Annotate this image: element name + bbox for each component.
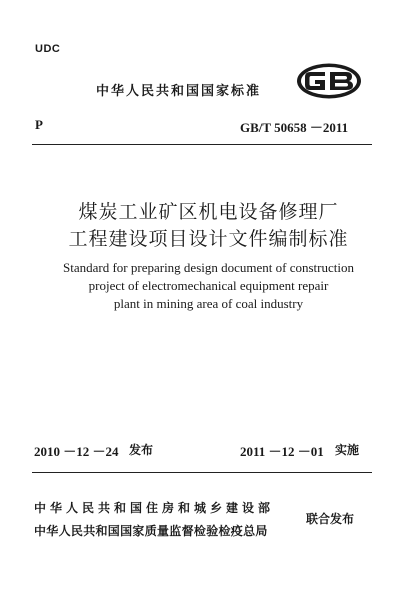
standard-number: GB/T 50658 －2011 <box>240 120 349 135</box>
issue-label: 发布 <box>129 443 154 457</box>
udc-label: UDC <box>35 43 61 55</box>
gb-logo <box>296 62 362 100</box>
title-english-line-2: project of electromechanical equipment repair <box>88 278 329 293</box>
national-standard-heading: 中华人民共和国国家标准 <box>96 84 262 99</box>
issuer-quality-administration: 中华人民共和国国家质量监督检验检疫总局 <box>34 524 268 538</box>
classification-code: P <box>35 117 43 132</box>
footer-divider <box>32 472 372 473</box>
header-divider <box>32 144 372 145</box>
title-chinese-line-1: 煤炭工业矿区机电设备修理厂 <box>78 201 339 223</box>
title-english-line-1: Standard for preparing design document of construction <box>63 260 354 275</box>
issue-date: 2010 －12 －24 <box>34 444 119 459</box>
title-chinese-line-2: 工程建设项目设计文件编制标准 <box>68 228 349 250</box>
implementation-date: 2011 －12 －01 <box>240 444 324 459</box>
joint-issue-label: 联合发布 <box>306 512 355 526</box>
implementation-label: 实施 <box>335 443 360 457</box>
title-english-line-3: plant in mining area of coal industry <box>113 296 304 311</box>
issuer-ministry-housing: 中华人民共和国住房和城乡建设部 <box>34 501 275 515</box>
